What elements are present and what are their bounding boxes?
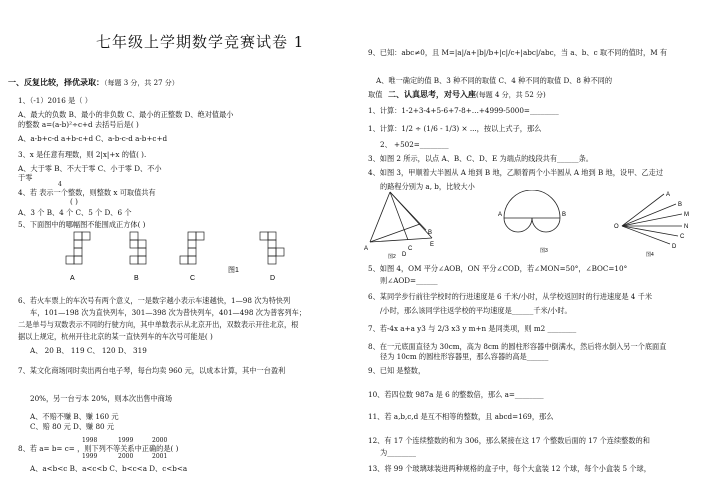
fill-question-13: 13、将 99 个玻璃球装进两种规格的盒子中，每个大盒装 12 个球，每个小盒装 5 个球， bbox=[368, 464, 651, 473]
question-6-line3: 二是单号与双数表示不同的行驶方向，其中单数表示从北京开出，双数表示开往北京，根 bbox=[18, 320, 299, 329]
figure-3-semicircles bbox=[504, 190, 560, 232]
question-1: 1、（-1）2016 是（ ） bbox=[18, 96, 92, 105]
fig4-label-a: A bbox=[666, 192, 671, 198]
fill-question-2: 2、 +502=________ bbox=[380, 140, 449, 149]
geometry-figures bbox=[364, 190, 704, 260]
fill-question-12: 12、有 17 个连续整数的和为 306，那么紧接在这 17 个整数后面的 17 个连续整数的和 bbox=[368, 436, 650, 445]
question-7-options-cd: C、赔 80 元 D、赚 80 元 bbox=[30, 422, 115, 431]
fraction-c-num: 2000 bbox=[152, 437, 168, 444]
fill-question-5: 5、如图 4，OM 平分∠AOB，ON 平分∠COD，若∠MON=50°，∠BOC=10° bbox=[368, 264, 628, 273]
fill-question-10: 10、若四位数 987a 是 6 的整数倍，那么 a=________ bbox=[368, 390, 544, 399]
question-7: 7、某文化商场同时卖出两台电子琴，每台均卖 960 元，以成本计算，其中一台盈利 bbox=[18, 366, 286, 375]
question-1-options: A、最大的负数 B、最小的非负数 C、最小的正整数 D、绝对值最小 bbox=[18, 110, 234, 119]
fill-question-3: 3、如图 2 所示，以点 A、B、C、D、E 为端点的线段共有______条。 bbox=[368, 154, 593, 163]
net-label-a: A bbox=[70, 275, 75, 282]
fill-question-12-line2: 为________ bbox=[380, 448, 416, 457]
fill-question-8: 8、在一元底面直径为 30cm，高为 8cm 的圆柱形容器中倒满水，然后将水倒入另一个底面直 bbox=[368, 342, 667, 351]
fig2-label-a: A bbox=[364, 246, 369, 252]
fill-question-9: 9、已知 是整数， bbox=[368, 366, 426, 375]
figure-4-angles bbox=[622, 194, 682, 244]
question-6-options: A、 20 B、 119 C、 120 D、 319 bbox=[30, 346, 147, 355]
fill-question-7: 7、若-4x a+a y3 与 2/3 x3 y m+n 是同类项，则 m2 ________ bbox=[368, 324, 577, 333]
section-two-title: 二、认真思考，对号入座 bbox=[388, 89, 476, 99]
question-7-options-ab: A、不赔不赚 B、赚 160 元 bbox=[30, 412, 119, 421]
fig3-label-a: A bbox=[498, 212, 503, 218]
section-one-heading bbox=[8, 78, 179, 88]
fill-question-8-line2: 径为 10cm 的圆柱形容器里，那么容器的高是______ bbox=[380, 352, 549, 361]
question-4-options: A、3 个 B、4 个 C、5 个 D、6 个 bbox=[18, 208, 132, 217]
figure-2-caption: 图2 bbox=[388, 254, 396, 260]
fill-question-4-line2: 的路程分别为 a, b，比较大小 bbox=[380, 182, 475, 191]
question-9-options-cont: 取值 bbox=[368, 90, 383, 99]
question-3: 3、x 是任意有理数，则 2|x|+x 的值( ). bbox=[18, 150, 147, 159]
question-2-options: A、a-b+c-d a+b-c+d C、a-b-c-d a-b+c+d bbox=[18, 134, 168, 143]
fig2-label-c: C bbox=[408, 246, 413, 252]
fig2-label-b: B bbox=[428, 230, 433, 236]
section-one-title: 一、反复比较，择优录取： bbox=[8, 77, 104, 87]
section-one-note: （每题 3 分，共 27 分） bbox=[104, 79, 179, 87]
fig4-label-b: B bbox=[678, 202, 683, 208]
net-label-c: C bbox=[190, 275, 196, 282]
fig2-label-d: D bbox=[402, 252, 407, 258]
question-5: 5、下面图中的哪幅图不能围成正方体( ) bbox=[18, 220, 146, 229]
fig4-label-d: D bbox=[672, 244, 677, 250]
fig4-label-c: C bbox=[680, 234, 685, 240]
fill-question-1b: 1、计算：1/2 ÷ (1/6 - 1/3) × ...，按以上式子，那么 bbox=[368, 124, 542, 133]
question-6-line4: 据以上规定，杭州开往北京的某一直快列车的车次号可能是( ) bbox=[18, 332, 213, 341]
question-9: 9、已知：abc≠0，且 M=|a|/a+|b|/b+|c|/c+|abc|/abc，当 a、b、c 取不同的值时，M 有 bbox=[368, 48, 668, 57]
fig4-label-o: O bbox=[614, 224, 619, 230]
fill-question-5-line2: 则∠AOD=______ bbox=[380, 276, 438, 285]
question-4-fraction: 4 bbox=[58, 181, 62, 188]
figure-1-nets bbox=[60, 228, 300, 290]
fill-question-11: 11、若 a,b,c,d 是互不相等的整数，且 abcd=169，那么 bbox=[368, 412, 554, 421]
fig4-label-n: N bbox=[684, 224, 689, 230]
question-4: 4、若 表示一个整数，则整数 x 可取值共有 bbox=[18, 188, 156, 197]
fraction-b-num: 1999 bbox=[118, 437, 134, 444]
fill-question-6-line2: /小时，那么该同学往返学校的平均速度是______千米/小时。 bbox=[380, 306, 572, 315]
geometry-figures-svg bbox=[364, 190, 704, 260]
question-8: 8、若 a= b= c= ，则下列不等关系中正确的是( ) bbox=[18, 444, 179, 453]
question-6-line2: 车，101—198 次为直快列车，301—398 次为普快列车，401—498 次为普客列车； bbox=[30, 308, 307, 317]
fraction-c-den: 2001 bbox=[152, 453, 168, 460]
net-label-b: B bbox=[134, 275, 139, 282]
fraction-a-den: 1999 bbox=[82, 453, 98, 460]
figure-1-caption: 图1 bbox=[228, 267, 239, 274]
section-two-note: (每题 4 分，共 52 分) bbox=[476, 91, 546, 99]
fraction-a-num: 1998 bbox=[82, 437, 98, 444]
cube-nets-diagram bbox=[60, 228, 300, 290]
fig3-label-b: B bbox=[562, 212, 567, 218]
question-3-options-cont: 于零 bbox=[18, 173, 33, 182]
fig4-label-m: M bbox=[684, 212, 689, 218]
fill-question-1: 1、计算：1-2+3-4+5-6+7-8+…+4999-5000=________ bbox=[368, 106, 559, 115]
figure-2-triangle bbox=[370, 192, 432, 242]
net-label-d: D bbox=[270, 275, 276, 282]
figure-3-caption: 图3 bbox=[540, 248, 548, 254]
fill-question-6: 6、某同学步行前往学校时的行进速度是 6 千米/小时，从学校返回时的行进速度是 4 千米 bbox=[368, 292, 653, 301]
question-4-answer: ( ) bbox=[70, 197, 78, 206]
question-2: 的整数 a=(a-b)²÷c+d 去括号后是( ) bbox=[18, 120, 139, 129]
question-6: 6、若火车票上的车次号有两个意义，一是数字越小表示车速越快，1—98 次为特快列 bbox=[18, 296, 291, 305]
fraction-b-den: 2000 bbox=[118, 453, 134, 460]
section-two-heading bbox=[388, 90, 546, 100]
question-9-options: A、唯一确定的值 B、3 种不同的取值 C、4 种不同的取值 D、8 种不同的 bbox=[376, 76, 613, 85]
question-8-options: A、a<b<c B、a<c<b C、b<c<a D、c<b<a bbox=[30, 464, 188, 473]
fig2-label-e: E bbox=[430, 242, 435, 248]
fill-question-4: 4、如图 3，甲顺着大半圆从 A 地到 B 地，乙顺着两个小半圆从 A 地到 B 地，设甲、乙走过 bbox=[368, 168, 664, 177]
question-3-options: A、大于零 B、不大于零 C、小于零 D、不小 bbox=[18, 164, 162, 173]
question-7-line2: 20%，另一台亏本 20%，则本次出售中商场 bbox=[30, 394, 173, 403]
figure-4-caption: 图4 bbox=[646, 252, 654, 258]
page-title: 七年级上学期数学竞赛试卷 1 bbox=[96, 33, 305, 51]
